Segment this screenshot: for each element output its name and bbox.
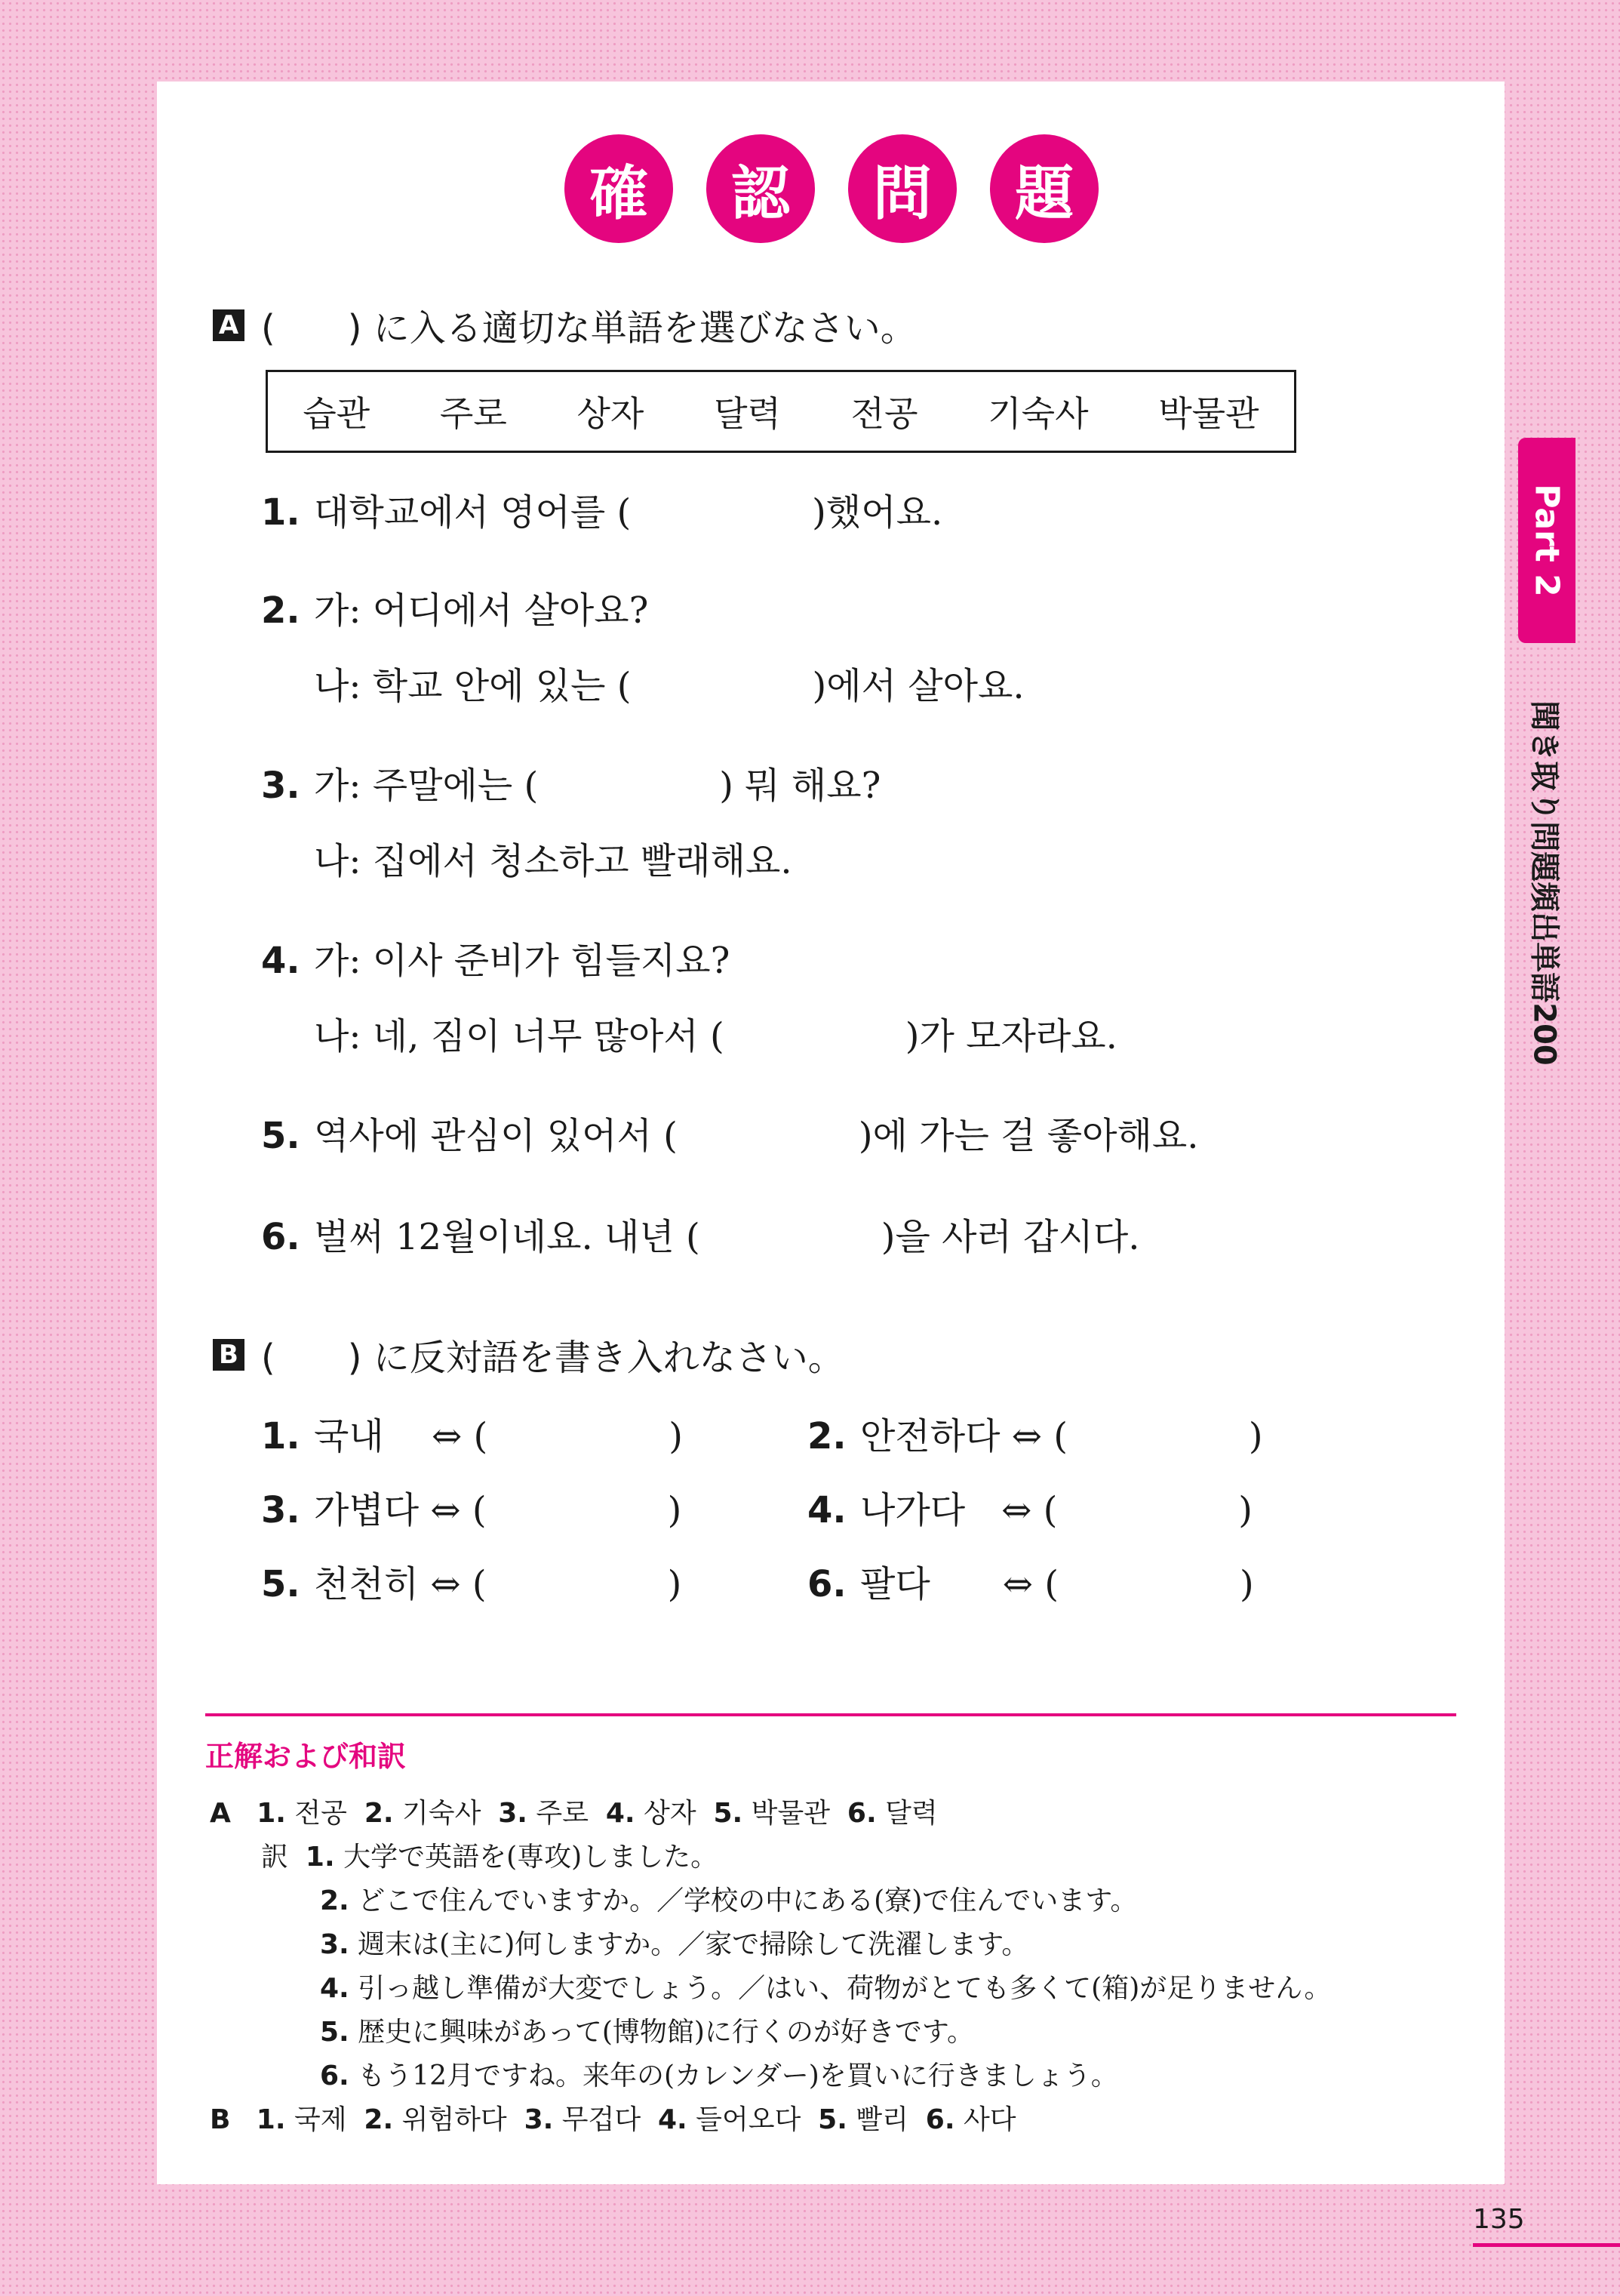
page-number-bar: [1473, 2243, 1620, 2247]
question-line: [261, 581, 648, 633]
question-number: 6.: [261, 1216, 300, 1258]
question-text: 가: 이사 준비가 힘들지요?: [314, 940, 730, 982]
question-text: 나: 학교 안에 있는 ( )에서 살아요.: [314, 665, 1025, 707]
question-line: [261, 931, 730, 983]
answer-num: 1.: [256, 2104, 286, 2135]
translation-line: [320, 2011, 974, 2049]
translation-line: [320, 2054, 1118, 2093]
answers-a-line: [210, 1792, 938, 1830]
translation-line: [320, 1879, 1137, 1918]
question-line: [261, 1007, 1117, 1059]
antonym-text: 안전하다 ⇔ ( ): [860, 1415, 1263, 1457]
answer-text: 위험하다: [393, 2104, 524, 2135]
title-char-1: 確: [564, 134, 673, 243]
chapter-side-label: 聞き取り問題頻出単語200: [1526, 700, 1562, 1066]
answer-text: 상자: [635, 1798, 714, 1829]
translation-num: 4.: [320, 1973, 349, 2004]
word-item: 기숙사: [988, 393, 1089, 434]
question-line: [261, 1208, 1140, 1260]
answer-text: 전공: [285, 1798, 364, 1829]
answers-b-label: B: [210, 2104, 231, 2135]
translation-text: どこで住んでいますか。／学校の中にある(寮)で住んでいます。: [349, 1885, 1138, 1916]
question-number: 3.: [261, 1489, 300, 1531]
title-char-4: 題: [990, 134, 1099, 243]
answer-text: 사다: [954, 2104, 1016, 2135]
antonym-item: [261, 1407, 683, 1459]
answer-text: 박물관: [742, 1798, 847, 1829]
answer-num: 3.: [524, 2104, 554, 2135]
answer-text: 달력: [876, 1798, 938, 1829]
word-item: 전공: [850, 393, 918, 434]
answer-text: 주로: [527, 1798, 606, 1829]
antonym-text: 국내 ⇔ ( ): [314, 1415, 683, 1457]
translation-num: 6.: [320, 2061, 349, 2091]
answers-a-label: A: [210, 1798, 231, 1829]
section-b-instruction: ( ) に反対語を書き入れなさい。: [261, 1337, 844, 1379]
antonym-text: 나가다 ⇔ ( ): [860, 1489, 1253, 1531]
antonym-item: [807, 1555, 1254, 1607]
answer-text: 기숙사: [393, 1798, 499, 1829]
answer-text: 국제: [285, 2104, 364, 2135]
question-number: 5.: [261, 1115, 300, 1157]
question-number: 2.: [807, 1415, 847, 1457]
answer-num: 6.: [925, 2104, 955, 2135]
translation-text: 大学で英語を(専攻)しました。: [334, 1842, 718, 1873]
question-text: 가: 어디에서 살아요?: [314, 589, 649, 632]
answer-num: 1.: [257, 1798, 286, 1829]
translation-line: [261, 1836, 718, 1874]
answer-num: 3.: [498, 1798, 527, 1829]
question-number: 5.: [261, 1563, 300, 1605]
antonym-text: 천천히 ⇔ ( ): [314, 1563, 682, 1605]
translation-text: 引っ越し準備が大変でしょう。／はい、荷物がとても多くて(箱)が足りません。: [349, 1973, 1332, 2004]
answer-num: 5.: [818, 2104, 847, 2135]
word-item: 상자: [576, 393, 644, 434]
translation-num: 3.: [320, 1929, 349, 1960]
word-item: 달력: [714, 393, 781, 434]
antonym-item: [807, 1407, 1263, 1459]
word-item: 박물관: [1158, 393, 1259, 434]
antonym-item: [261, 1555, 681, 1607]
question-line: [261, 1106, 1199, 1159]
answer-num: 2.: [364, 1798, 394, 1829]
word-item: 습관: [303, 393, 370, 434]
translation-text: 歴史に興味があって(博物館)に行くのが好きです。: [349, 2017, 975, 2048]
answer-num: 5.: [713, 1798, 743, 1829]
title-char-3: 問: [848, 134, 957, 243]
question-text: 벌써 12월이네요. 내년 ( )을 사러 갑시다.: [314, 1216, 1140, 1258]
question-number: 3.: [261, 765, 300, 807]
translation-num: 2.: [320, 1885, 349, 1916]
part-tab-label: Part 2: [1527, 484, 1566, 597]
antonym-item: [807, 1481, 1253, 1533]
translation-text: 週末は(主に)何しますか。／家で掃除して洗濯します。: [349, 1929, 1029, 1960]
answer-text: 무겁다: [553, 2104, 658, 2135]
translation-line: [320, 1923, 1028, 1962]
question-line: [261, 832, 792, 884]
question-text: 나: 집에서 청소하고 빨래해요.: [314, 840, 792, 882]
answer-text: 빨리: [847, 2104, 926, 2135]
answer-num: 4.: [658, 2104, 687, 2135]
translation-text: もう12月ですね。来年の(カレンダー)を買いに行きましょう。: [349, 2061, 1118, 2091]
translation-num: 1.: [305, 1842, 335, 1873]
section-b-label: B: [213, 1339, 244, 1371]
word-bank: [266, 370, 1296, 453]
question-text: 나: 네, 짐이 너무 많아서 ( )가 모자라요.: [314, 1015, 1117, 1057]
antonym-text: 가볍다 ⇔ ( ): [314, 1489, 682, 1531]
antonym-text: 팔다 ⇔ ( ): [860, 1563, 1254, 1605]
answer-num: 6.: [847, 1798, 877, 1829]
question-number: 4.: [807, 1489, 847, 1531]
question-line: [261, 657, 1025, 709]
translation-num: 5.: [320, 2017, 349, 2048]
section-a-instruction: ( ) に入る適切な単語を選びなさい。: [261, 307, 917, 349]
question-line: [261, 483, 942, 535]
answers-title: 正解および和訳: [205, 1740, 407, 1773]
question-line: [261, 756, 881, 808]
section-b-header: [213, 1328, 844, 1380]
question-number: 1.: [261, 491, 300, 534]
translation-label: 訳: [261, 1842, 289, 1873]
question-text: 가: 주말에는 ( ) 뭐 해요?: [314, 765, 881, 807]
question-text: 대학교에서 영어를 ( )했어요.: [314, 491, 943, 534]
answer-text: 들어오다: [687, 2104, 819, 2135]
answers-b-line: [210, 2098, 1016, 2137]
answer-num: 4.: [605, 1798, 635, 1829]
word-item: 주로: [439, 393, 507, 434]
question-number: 1.: [261, 1415, 300, 1457]
section-a-label: A: [213, 309, 244, 341]
question-number: 6.: [807, 1563, 847, 1605]
title-char-2: 認: [706, 134, 815, 243]
page-number: 135: [1473, 2204, 1525, 2235]
question-number: 4.: [261, 940, 300, 982]
answers-divider: [205, 1713, 1456, 1716]
answer-num: 2.: [364, 2104, 394, 2135]
translation-line: [320, 1967, 1331, 2005]
section-a-header: [213, 299, 917, 351]
question-text: 역사에 관심이 있어서 ( )에 가는 걸 좋아해요.: [314, 1115, 1199, 1157]
page-title: [564, 134, 1099, 243]
antonym-item: [261, 1481, 681, 1533]
question-number: 2.: [261, 589, 300, 632]
